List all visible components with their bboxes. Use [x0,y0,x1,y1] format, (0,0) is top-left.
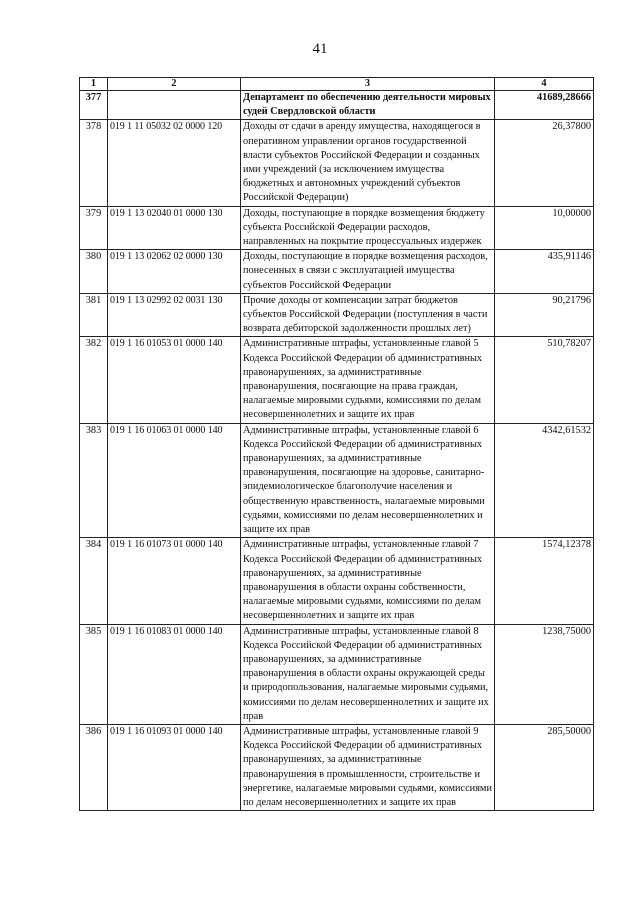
revenue-name-cell: Административные штрафы, установленные главой 6 Кодекса Российской Федерации об административных правонарушениях, за административные правонарушения, посягающие на здоровье, санитарно-эпидемиологическое благополучие населения и общественную нравственность, налагаемые мировыми судьями, комиссиями по делам несовершеннолетних и защите их прав [241,423,495,538]
budget-code-cell: 019 1 13 02040 01 0000 130 [108,206,241,250]
table-row [80,91,594,120]
row-number-cell: 381 [80,293,108,337]
revenue-name-cell: Доходы от сдачи в аренду имущества, находящегося в оперативном управлении органов государственной власти субъектов Российской Федерации и созданных ими учреждений (за исключением имущества бюджетных и автономных учреждений субъектов Российской Федерации) [241,120,495,206]
table-row [80,538,594,624]
revenue-name-cell: Административные штрафы, установленные главой 8 Кодекса Российской Федерации об административных правонарушениях, за административные правонарушения в области охраны окружающей среды и природопользования, налагаемые мировыми судьями, комиссиями по делам несовершеннолетних и защите их прав [241,624,495,724]
revenue-name-cell: Административные штрафы, установленные главой 7 Кодекса Российской Федерации об административных правонарушениях, за административные правонарушения в области охраны собственности, налагаемые мировыми судьями, комиссиями по делам несовершеннолетних и защите их прав [241,538,495,624]
revenue-name-cell: Административные штрафы, установленные главой 9 Кодекса Российской Федерации об административных правонарушениях, за административные правонарушения в промышленности, строительстве и энергетике, налагаемые мировыми судьями, комиссиями по делам несовершеннолетних и защите их прав [241,724,495,810]
column-header-code: 2 [108,78,241,91]
row-number-cell: 383 [80,423,108,538]
revenue-name-cell: Административные штрафы, установленные главой 5 Кодекса Российской Федерации об административных правонарушениях, за административные правонарушения, посягающие на права граждан, налагаемые мировыми судьями, комиссиями по делам несовершеннолетних и защите их прав [241,337,495,423]
table-row [80,120,594,206]
amount-cell: 285,50000 [495,724,594,810]
row-number-cell: 384 [80,538,108,624]
row-number-cell: 378 [80,120,108,206]
column-header-amount: 4 [495,78,594,91]
row-number-cell: 379 [80,206,108,250]
budget-code-cell: 019 1 16 01063 01 0000 140 [108,423,241,538]
amount-cell: 4342,61532 [495,423,594,538]
budget-code-cell: 019 1 16 01093 01 0000 140 [108,724,241,810]
amount-cell: 510,78207 [495,337,594,423]
table-row [80,624,594,724]
revenue-name-cell: Доходы, поступающие в порядке возмещения расходов, понесенных в связи с эксплуатацией имущества субъектов Российской Федерации [241,250,495,294]
column-header-number: 1 [80,78,108,91]
table-row [80,337,594,423]
amount-cell: 1238,75000 [495,624,594,724]
header-row [80,78,594,91]
table-row [80,250,594,294]
budget-code-cell: 019 1 13 02992 02 0031 130 [108,293,241,337]
row-number-cell: 382 [80,337,108,423]
row-number-cell: 380 [80,250,108,294]
table-row [80,293,594,337]
amount-cell: 10,00000 [495,206,594,250]
table-body [80,91,594,811]
row-number-cell: 386 [80,724,108,810]
table-row [80,423,594,538]
table-row [80,206,594,250]
budget-code-cell: 019 1 16 01083 01 0000 140 [108,624,241,724]
budget-code-cell: 019 1 11 05032 02 0000 120 [108,120,241,206]
amount-cell: 90,21796 [495,293,594,337]
row-number-cell: 385 [80,624,108,724]
budget-code-cell: 019 1 16 01053 01 0000 140 [108,337,241,423]
budget-code-cell: 019 1 16 01073 01 0000 140 [108,538,241,624]
amount-cell: 435,91146 [495,250,594,294]
budget-code-cell [108,91,241,120]
amount-cell: 26,37800 [495,120,594,206]
table-row [80,724,594,810]
column-header-name: 3 [241,78,495,91]
revenue-name-cell: Прочие доходы от компенсации затрат бюджетов субъектов Российской Федерации (поступления в части возврата дебиторской задолженности прошлых лет) [241,293,495,337]
row-number-cell: 377 [80,91,108,120]
budget-code-cell: 019 1 13 02062 02 0000 130 [108,250,241,294]
amount-cell: 1574,12378 [495,538,594,624]
revenue-name-cell: Доходы, поступающие в порядке возмещения бюджету субъекта Российской Федерации расходов, направленных на покрытие процессуальных издержек [241,206,495,250]
amount-cell: 41689,28666 [495,91,594,120]
page-number: 41 [312,41,328,57]
revenue-name-cell: Департамент по обеспечению деятельности мировых судей Свердловской области [241,91,495,120]
table-header [80,78,594,91]
revenue-table [79,77,594,811]
